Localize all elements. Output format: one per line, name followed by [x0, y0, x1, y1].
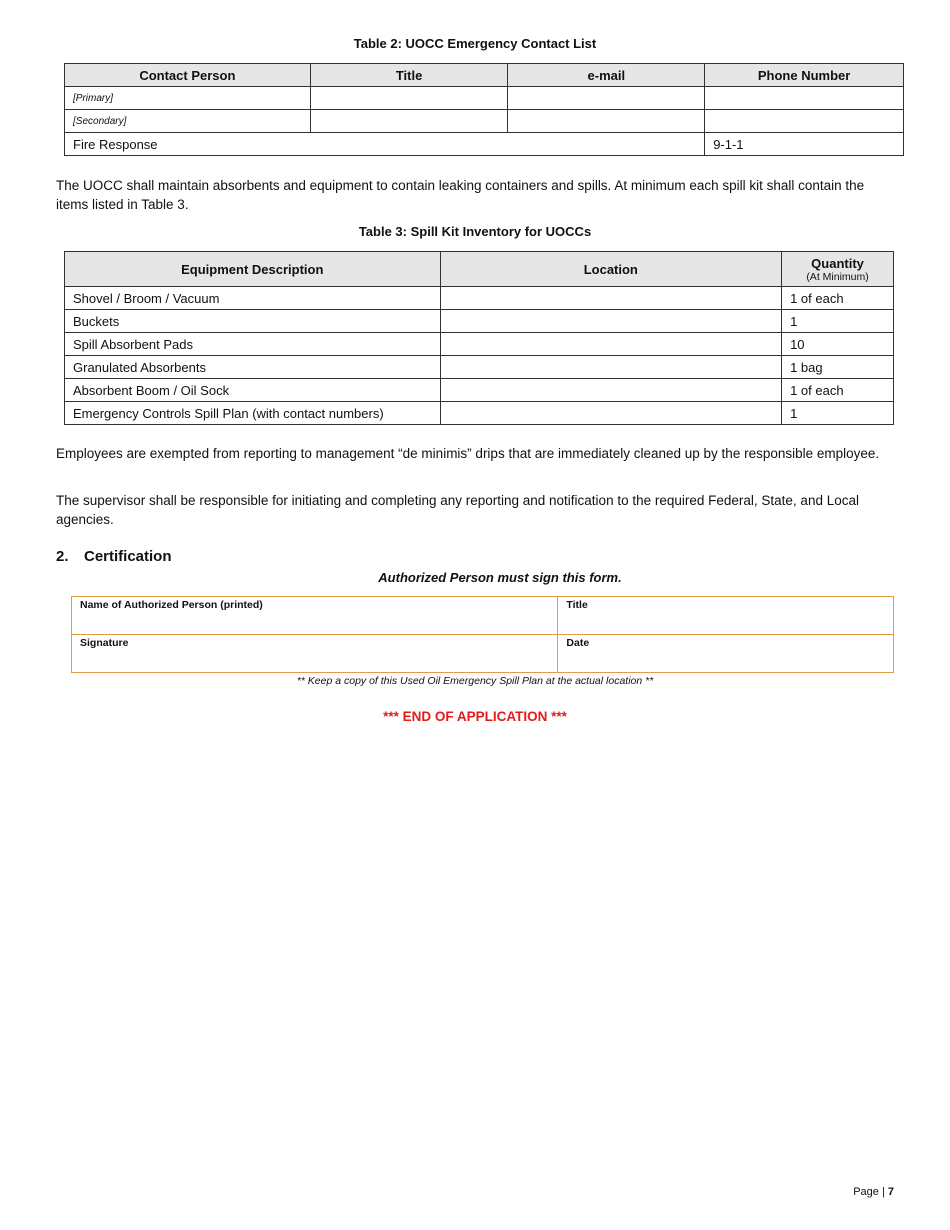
equipment-cell: Buckets [65, 310, 441, 333]
header-contact-person: Contact Person [65, 64, 311, 87]
header-quantity-label: Quantity [811, 255, 864, 271]
certification-form [71, 596, 894, 673]
section-number: 2. [56, 548, 69, 565]
keep-copy-note: ** Keep a copy of this Used Oil Emergency Spill Plan at the actual location ** [296, 675, 654, 687]
location-cell[interactable] [440, 287, 782, 310]
fire-response-label: Fire Response [65, 133, 705, 156]
fire-response-phone: 9-1-1 [705, 133, 904, 156]
table-row [65, 87, 904, 110]
name-field[interactable]: Name of Authorized Person (printed) [72, 597, 558, 635]
exemption-paragraph: Employees are exempted from reporting to management “de minimis” drips that are immediately cleaned up by the responsible employee. [56, 446, 880, 461]
table-row [65, 110, 904, 133]
secondary-email-cell[interactable] [508, 110, 705, 133]
cert-row [72, 597, 894, 635]
location-cell[interactable] [440, 379, 782, 402]
quantity-cell: 1 [782, 402, 894, 425]
section-heading [56, 548, 172, 565]
table-row [65, 402, 894, 425]
quantity-cell: 1 of each [782, 287, 894, 310]
contact-secondary: [Secondary] [65, 110, 311, 133]
location-cell[interactable] [440, 356, 782, 379]
table-header-row [65, 64, 904, 87]
table3-caption: Table 3: Spill Kit Inventory for UOCCs [358, 224, 592, 239]
table-header-row [65, 252, 894, 287]
supervisor-paragraph: The supervisor shall be responsible for initiating and completing any reporting and notification to the required Federal, State, and Local agencies. [56, 493, 859, 527]
location-cell[interactable] [440, 310, 782, 333]
cert-row [72, 635, 894, 673]
page-label: Page | [853, 1186, 885, 1198]
title-field[interactable]: Title [558, 597, 894, 635]
contact-primary: [Primary] [65, 87, 311, 110]
table-row [65, 310, 894, 333]
location-cell[interactable] [440, 402, 782, 425]
emergency-contact-table [64, 63, 904, 156]
spill-kit-inventory-table [64, 251, 894, 425]
quantity-cell: 1 [782, 310, 894, 333]
section-title: Certification [84, 548, 172, 565]
secondary-phone-cell[interactable] [705, 110, 904, 133]
table-row [65, 379, 894, 402]
header-title: Title [310, 64, 508, 87]
table2-caption: Table 2: UOCC Emergency Contact List [353, 36, 597, 51]
page-number: 7 [887, 1186, 894, 1198]
signature-field[interactable]: Signature [72, 635, 558, 673]
page-footer [853, 1186, 894, 1198]
primary-title-cell[interactable] [310, 87, 508, 110]
equipment-cell: Granulated Absorbents [65, 356, 441, 379]
primary-email-cell[interactable] [508, 87, 705, 110]
table-row [65, 133, 904, 156]
spill-kit-paragraph: The UOCC shall maintain absorbents and equipment to contain leaking containers and spills. At minimum each spill kit shall contain the items listed in Table 3. [56, 178, 865, 212]
equipment-cell: Emergency Controls Spill Plan (with contact numbers) [65, 402, 441, 425]
sign-instruction: Authorized Person must sign this form. [378, 570, 622, 585]
location-cell[interactable] [440, 333, 782, 356]
equipment-cell: Spill Absorbent Pads [65, 333, 441, 356]
quantity-cell: 1 bag [782, 356, 894, 379]
header-phone-number: Phone Number [705, 64, 904, 87]
header-quantity [782, 252, 894, 287]
table-row [65, 356, 894, 379]
header-email: e-mail [508, 64, 705, 87]
equipment-cell: Shovel / Broom / Vacuum [65, 287, 441, 310]
equipment-cell: Absorbent Boom / Oil Sock [65, 379, 441, 402]
table-row [65, 333, 894, 356]
primary-phone-cell[interactable] [705, 87, 904, 110]
quantity-cell: 10 [782, 333, 894, 356]
quantity-cell: 1 of each [782, 379, 894, 402]
header-quantity-sub: (At Minimum) [806, 270, 869, 283]
table-row [65, 287, 894, 310]
end-of-application: *** END OF APPLICATION *** [383, 709, 567, 724]
date-field[interactable]: Date [558, 635, 894, 673]
header-equipment-description: Equipment Description [65, 252, 441, 287]
header-location: Location [440, 252, 782, 287]
secondary-title-cell[interactable] [310, 110, 508, 133]
